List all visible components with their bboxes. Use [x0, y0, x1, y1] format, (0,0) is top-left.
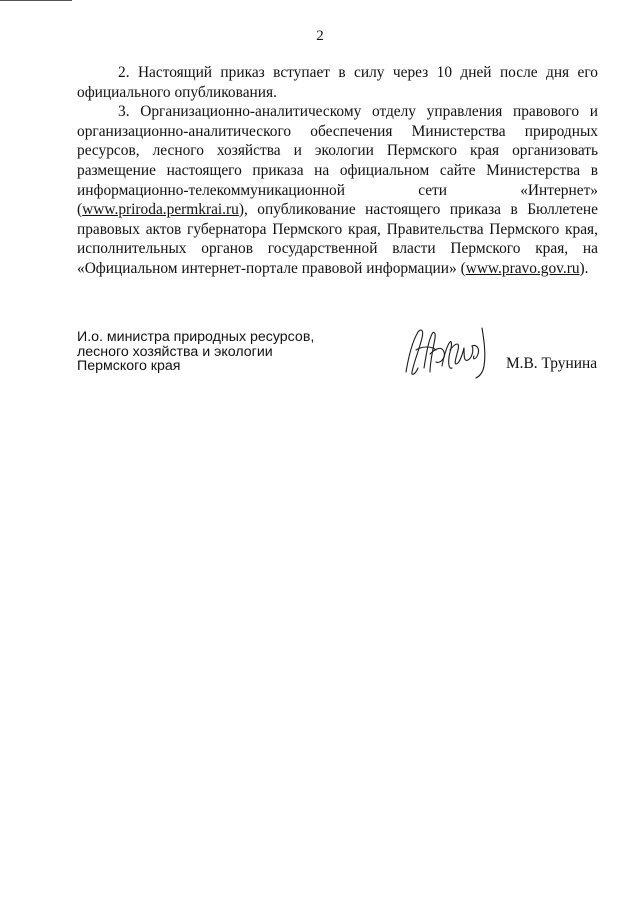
- pravo-portal-link[interactable]: www.pravo.gov.ru: [465, 259, 580, 277]
- page-number: 2: [316, 28, 324, 44]
- handwritten-signature: [402, 320, 492, 380]
- priroda-site-link[interactable]: www.priroda.permkrai.ru: [82, 201, 239, 219]
- signer-name: М.В. Трунина: [506, 355, 598, 372]
- paragraph-2-text: Настоящий приказ вступает в силу через 10 дней после дня его официального опубликования.: [77, 64, 598, 101]
- paragraph-3-text-start: Организационно-аналитическому отделу управления правового и организационно-аналитического обеспечения Министерства природных ресурсов, лесного хозяйства и экологии Пермского края организовать размещение настоящего приказа на официальном сайте Министерства в информационно-телекоммуникационной сети «Интернет» (: [77, 103, 598, 219]
- signatory-position: [77, 330, 337, 374]
- paragraph-2-number: 2.: [118, 64, 130, 81]
- paragraph-2: [77, 63, 598, 102]
- position-line-1: И.о. министра природных ресурсов,: [77, 329, 315, 345]
- paragraph-3-number: 3.: [118, 103, 130, 121]
- paragraph-3-text-middle: ), опубликование настоящего приказа в Бюллетене правовых актов губернатора Пермского края, Правительства Пермского края, исполнительных органов государственной власти Пермского края, на «Официальном интернет-портале правовой информации» (: [77, 201, 598, 277]
- document-body: [77, 63, 598, 279]
- paragraph-3-text-end: ).: [579, 259, 589, 277]
- top-edge-rule: [0, 0, 72, 1]
- paragraph-3: [77, 102, 598, 278]
- position-line-3: Пермского края: [77, 358, 181, 374]
- position-line-2: лесного хозяйства и экологии: [77, 343, 273, 360]
